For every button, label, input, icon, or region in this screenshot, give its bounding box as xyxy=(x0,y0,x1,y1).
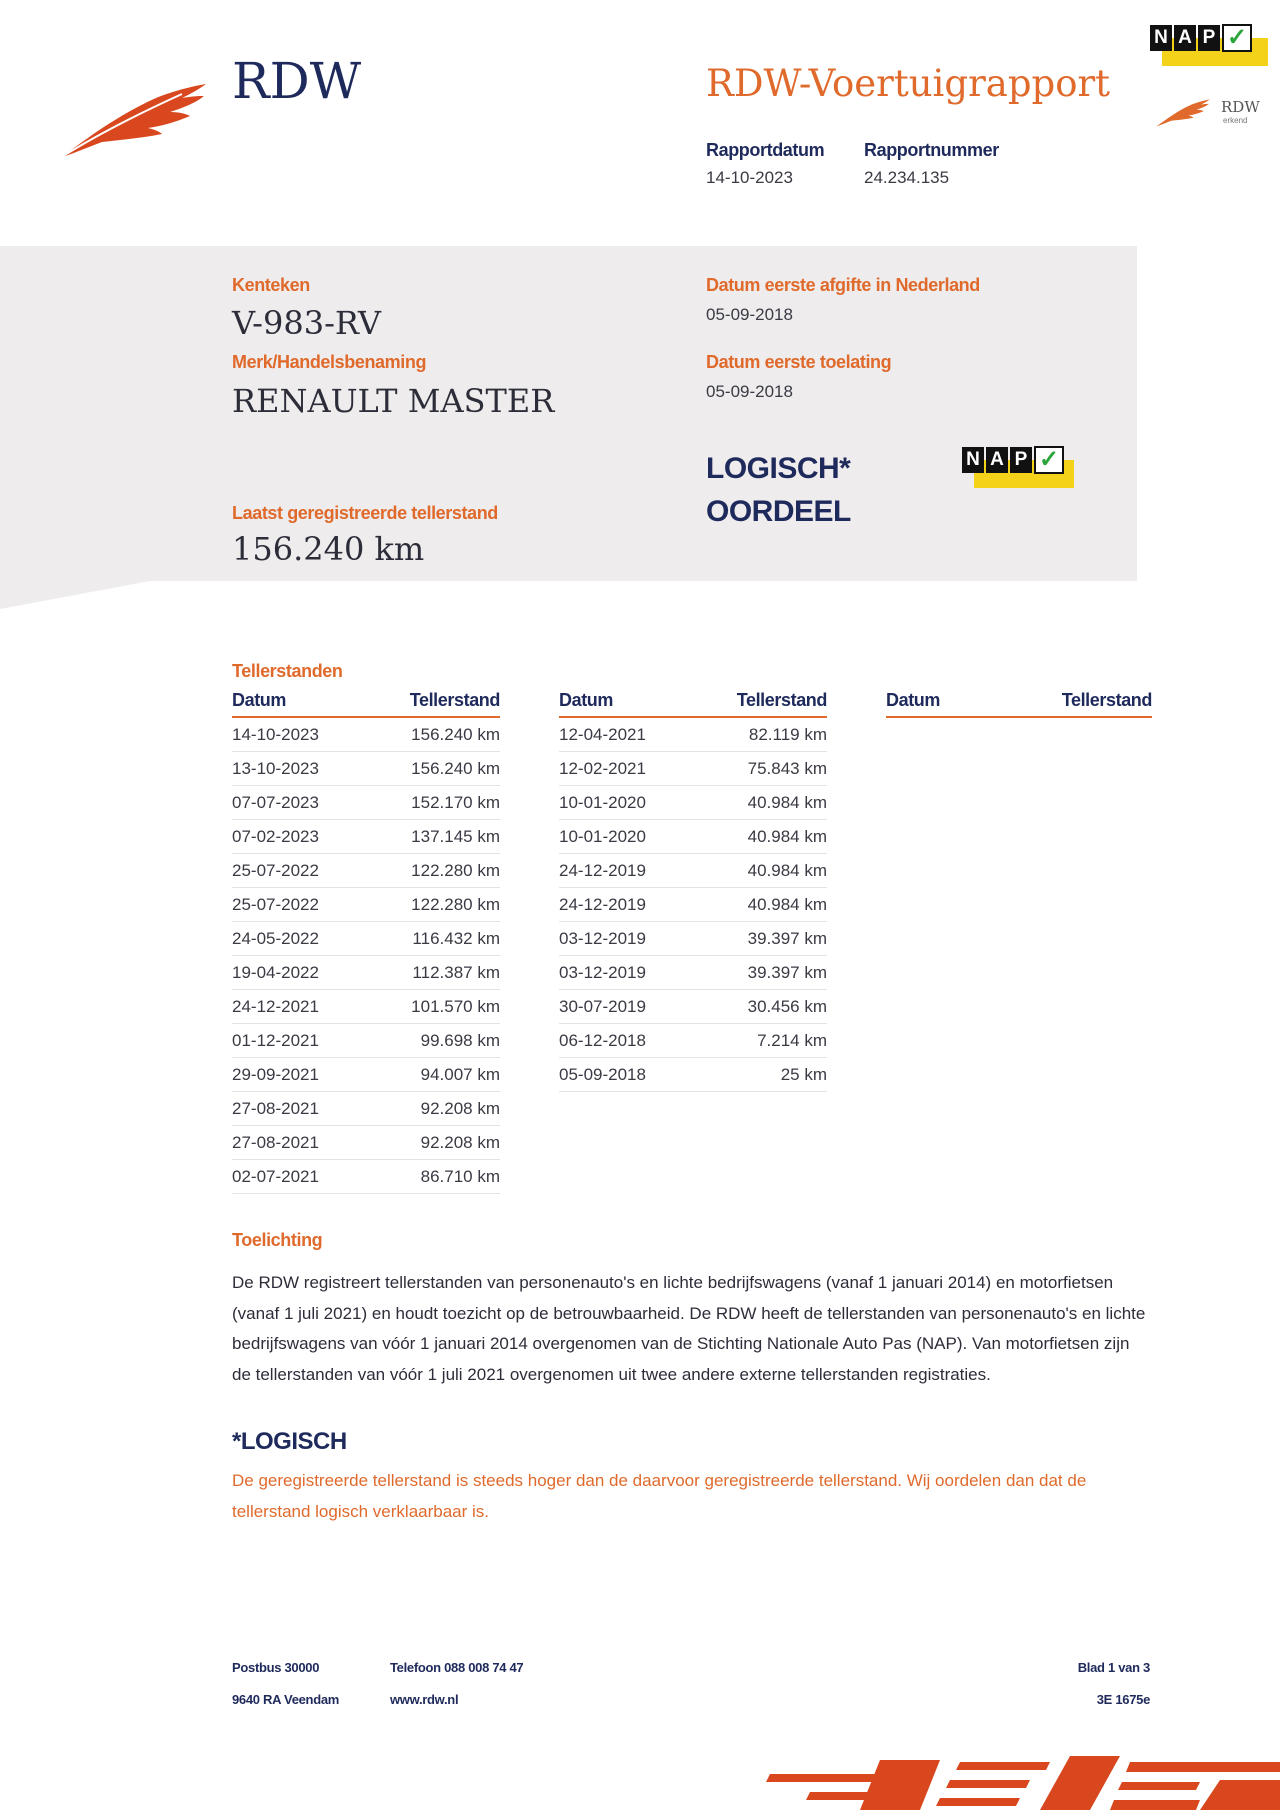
row-datum: 10-01-2020 xyxy=(559,792,646,812)
rapportdatum-label: Rapportdatum xyxy=(706,140,825,160)
laatst-tellerstand-value: 156.240 km xyxy=(232,530,425,568)
logisch-text: De geregistreerde tellerstand is steeds hoger dan de daarvoor geregistreerde tellerstand. Wij oordelen dan dat de tellerstand logisch verklaarbaar is. xyxy=(232,1471,1087,1521)
rapportnummer-label: Rapportnummer xyxy=(864,140,999,160)
oordeel-logisch: LOGISCH* xyxy=(706,452,851,485)
row-datum: 30-07-2019 xyxy=(559,996,646,1016)
nap-badge-oordeel xyxy=(960,446,1076,490)
nap-letter: A xyxy=(986,447,1008,473)
row-tellerstand: 92.208 km xyxy=(420,1132,500,1152)
table-row xyxy=(232,752,500,786)
row-datum: 03-12-2019 xyxy=(559,928,646,948)
row-tellerstand: 86.710 km xyxy=(420,1166,500,1186)
table-row xyxy=(232,1126,500,1160)
rapportnummer-value: 24.234.135 xyxy=(864,168,950,187)
table-row xyxy=(559,1058,827,1092)
rdw-feather-logo xyxy=(58,80,208,162)
row-datum: 24-12-2019 xyxy=(559,860,646,880)
row-datum: 24-05-2022 xyxy=(232,928,319,948)
kenteken-value: V-983-RV xyxy=(232,304,381,342)
brand-name: RDW xyxy=(232,52,362,110)
table-row xyxy=(232,956,500,990)
check-icon: ✓ xyxy=(1034,446,1064,474)
rdw-erkend-brand: RDW xyxy=(1221,98,1260,116)
table-row xyxy=(232,990,500,1024)
row-datum: 14-10-2023 xyxy=(232,724,319,744)
rdw-erkend-logo xyxy=(1155,96,1267,130)
row-datum: 07-02-2023 xyxy=(232,826,319,846)
table-row xyxy=(559,718,827,752)
table-row xyxy=(232,854,500,888)
col-datum: Datum xyxy=(886,690,941,710)
row-datum: 03-12-2019 xyxy=(559,962,646,982)
row-tellerstand: 7.214 km xyxy=(757,1030,827,1050)
row-datum: 24-12-2019 xyxy=(559,894,646,914)
table-row xyxy=(232,888,500,922)
row-datum: 02-07-2021 xyxy=(232,1166,319,1186)
row-tellerstand: 39.397 km xyxy=(747,928,827,948)
row-tellerstand: 40.984 km xyxy=(747,860,827,880)
report-title: RDW-Voertuigrapport xyxy=(706,62,1111,105)
nap-letter: N xyxy=(1150,25,1172,51)
row-tellerstand: 112.387 km xyxy=(412,962,500,982)
row-tellerstand: 99.698 km xyxy=(420,1030,500,1050)
rdw-stripes-decoration xyxy=(730,1752,1280,1810)
laatst-tellerstand-label: Laatst geregistreerde tellerstand xyxy=(232,503,498,523)
footer-postbus: Postbus 30000 xyxy=(232,1660,320,1675)
oordeel-label: OORDEEL xyxy=(706,495,851,528)
merk-label: Merk/Handelsbenaming xyxy=(232,352,427,372)
table-row xyxy=(559,752,827,786)
table-row xyxy=(232,820,500,854)
table-row xyxy=(559,820,827,854)
row-tellerstand: 40.984 km xyxy=(747,792,827,812)
row-tellerstand: 82.119 km xyxy=(748,724,827,744)
row-datum: 27-08-2021 xyxy=(232,1132,319,1152)
table-row xyxy=(232,922,500,956)
col-tellerstand: Tellerstand xyxy=(409,690,500,710)
check-icon: ✓ xyxy=(1222,24,1252,52)
row-tellerstand: 122.280 km xyxy=(411,894,500,914)
nap-letter: P xyxy=(1198,25,1220,51)
kenteken-label: Kenteken xyxy=(232,275,310,295)
table-row xyxy=(559,990,827,1024)
footer-adres: 9640 RA Veendam xyxy=(232,1692,340,1707)
afgifte-label: Datum eerste afgifte in Nederland xyxy=(706,275,980,295)
row-tellerstand: 122.280 km xyxy=(411,860,500,880)
row-datum: 12-04-2021 xyxy=(559,724,646,744)
row-datum: 12-02-2021 xyxy=(559,758,646,778)
table-row xyxy=(559,888,827,922)
table-header xyxy=(886,690,1152,718)
nap-letter: P xyxy=(1010,447,1032,473)
row-tellerstand: 40.984 km xyxy=(747,894,827,914)
table-row xyxy=(232,1024,500,1058)
toelating-label: Datum eerste toelating xyxy=(706,352,892,372)
toelating-value: 05-09-2018 xyxy=(706,382,793,401)
table-row xyxy=(232,1092,500,1126)
row-tellerstand: 39.397 km xyxy=(747,962,827,982)
rdw-feather-small-icon xyxy=(1155,98,1211,128)
table-row xyxy=(559,854,827,888)
row-datum: 07-07-2023 xyxy=(232,792,319,812)
row-tellerstand: 75.843 km xyxy=(747,758,827,778)
row-datum: 19-04-2022 xyxy=(232,962,319,982)
row-datum: 27-08-2021 xyxy=(232,1098,319,1118)
row-tellerstand: 30.456 km xyxy=(747,996,827,1016)
row-tellerstand: 40.984 km xyxy=(747,826,827,846)
row-tellerstand: 92.208 km xyxy=(420,1098,500,1118)
row-tellerstand: 152.170 km xyxy=(411,792,500,812)
rdw-erkend-sub: erkend xyxy=(1223,116,1248,125)
merk-value: RENAULT MASTER xyxy=(232,382,555,420)
table-row xyxy=(232,718,500,752)
footer-website[interactable]: www.rdw.nl xyxy=(390,1692,459,1707)
tellerstanden-title: Tellerstanden xyxy=(232,661,343,681)
col-datum: Datum xyxy=(232,690,287,710)
table-header xyxy=(559,690,827,718)
row-datum: 10-01-2020 xyxy=(559,826,646,846)
logisch-heading: *LOGISCH xyxy=(232,1428,347,1455)
table-row xyxy=(559,956,827,990)
row-datum: 06-12-2018 xyxy=(559,1030,646,1050)
table-row xyxy=(232,1058,500,1092)
nap-badge-top xyxy=(1148,24,1268,68)
toelichting-title: Toelichting xyxy=(232,1230,323,1250)
table-row xyxy=(559,1024,827,1058)
footer-page-number: Blad 1 van 3 xyxy=(1077,1660,1150,1675)
table-row xyxy=(559,922,827,956)
row-datum: 25-07-2022 xyxy=(232,894,319,914)
nap-letter: N xyxy=(962,447,984,473)
row-datum: 05-09-2018 xyxy=(559,1064,646,1084)
toelichting-text: De RDW registreert tellerstanden van personenauto's en lichte bedrijfswagens (vanaf 1 januari 2014) en motorfietsen (vanaf 1 juli 2021) en houdt toezicht op de betrouwbaarheid. De RDW heeft de tellerstanden van personenauto's en lichte bedrijfswagens van vóór 1 januari 2014 overgenomen van de Stichting Nationale Auto Pas (NAP). Van motorfietsen zijn de tellerstanden van vóór 1 juli 2021 overgenomen uit twee andere externe tellerstanden registraties. xyxy=(232,1273,1146,1384)
afgifte-value: 05-09-2018 xyxy=(706,305,793,324)
rapportdatum-value: 14-10-2023 xyxy=(706,168,793,187)
vehicle-info-band xyxy=(0,246,1137,581)
row-tellerstand: 116.432 km xyxy=(412,928,500,948)
tellerstanden-table-1 xyxy=(232,690,500,1194)
row-datum: 25-07-2022 xyxy=(232,860,319,880)
row-datum: 29-09-2021 xyxy=(232,1064,319,1084)
tellerstanden-table-3 xyxy=(886,690,1152,718)
row-datum: 01-12-2021 xyxy=(232,1030,319,1050)
row-datum: 24-12-2021 xyxy=(232,996,319,1016)
table-row xyxy=(232,786,500,820)
nap-letter: A xyxy=(1174,25,1196,51)
row-tellerstand: 94.007 km xyxy=(420,1064,500,1084)
col-tellerstand: Tellerstand xyxy=(736,690,827,710)
footer-telefoon: Telefoon 088 008 74 47 xyxy=(390,1660,524,1675)
table-row xyxy=(559,786,827,820)
footer-code: 3E 1675e xyxy=(1096,1692,1150,1707)
table-header xyxy=(232,690,500,718)
row-tellerstand: 137.145 km xyxy=(411,826,500,846)
row-tellerstand: 156.240 km xyxy=(411,724,500,744)
band-tail-shape xyxy=(0,581,150,609)
row-tellerstand: 101.570 km xyxy=(411,996,500,1016)
col-datum: Datum xyxy=(559,690,614,710)
tellerstanden-table-2 xyxy=(559,690,827,1092)
row-tellerstand: 25 km xyxy=(780,1064,827,1084)
table-row xyxy=(232,1160,500,1194)
col-tellerstand: Tellerstand xyxy=(1061,690,1152,710)
row-datum: 13-10-2023 xyxy=(232,758,319,778)
row-tellerstand: 156.240 km xyxy=(411,758,500,778)
